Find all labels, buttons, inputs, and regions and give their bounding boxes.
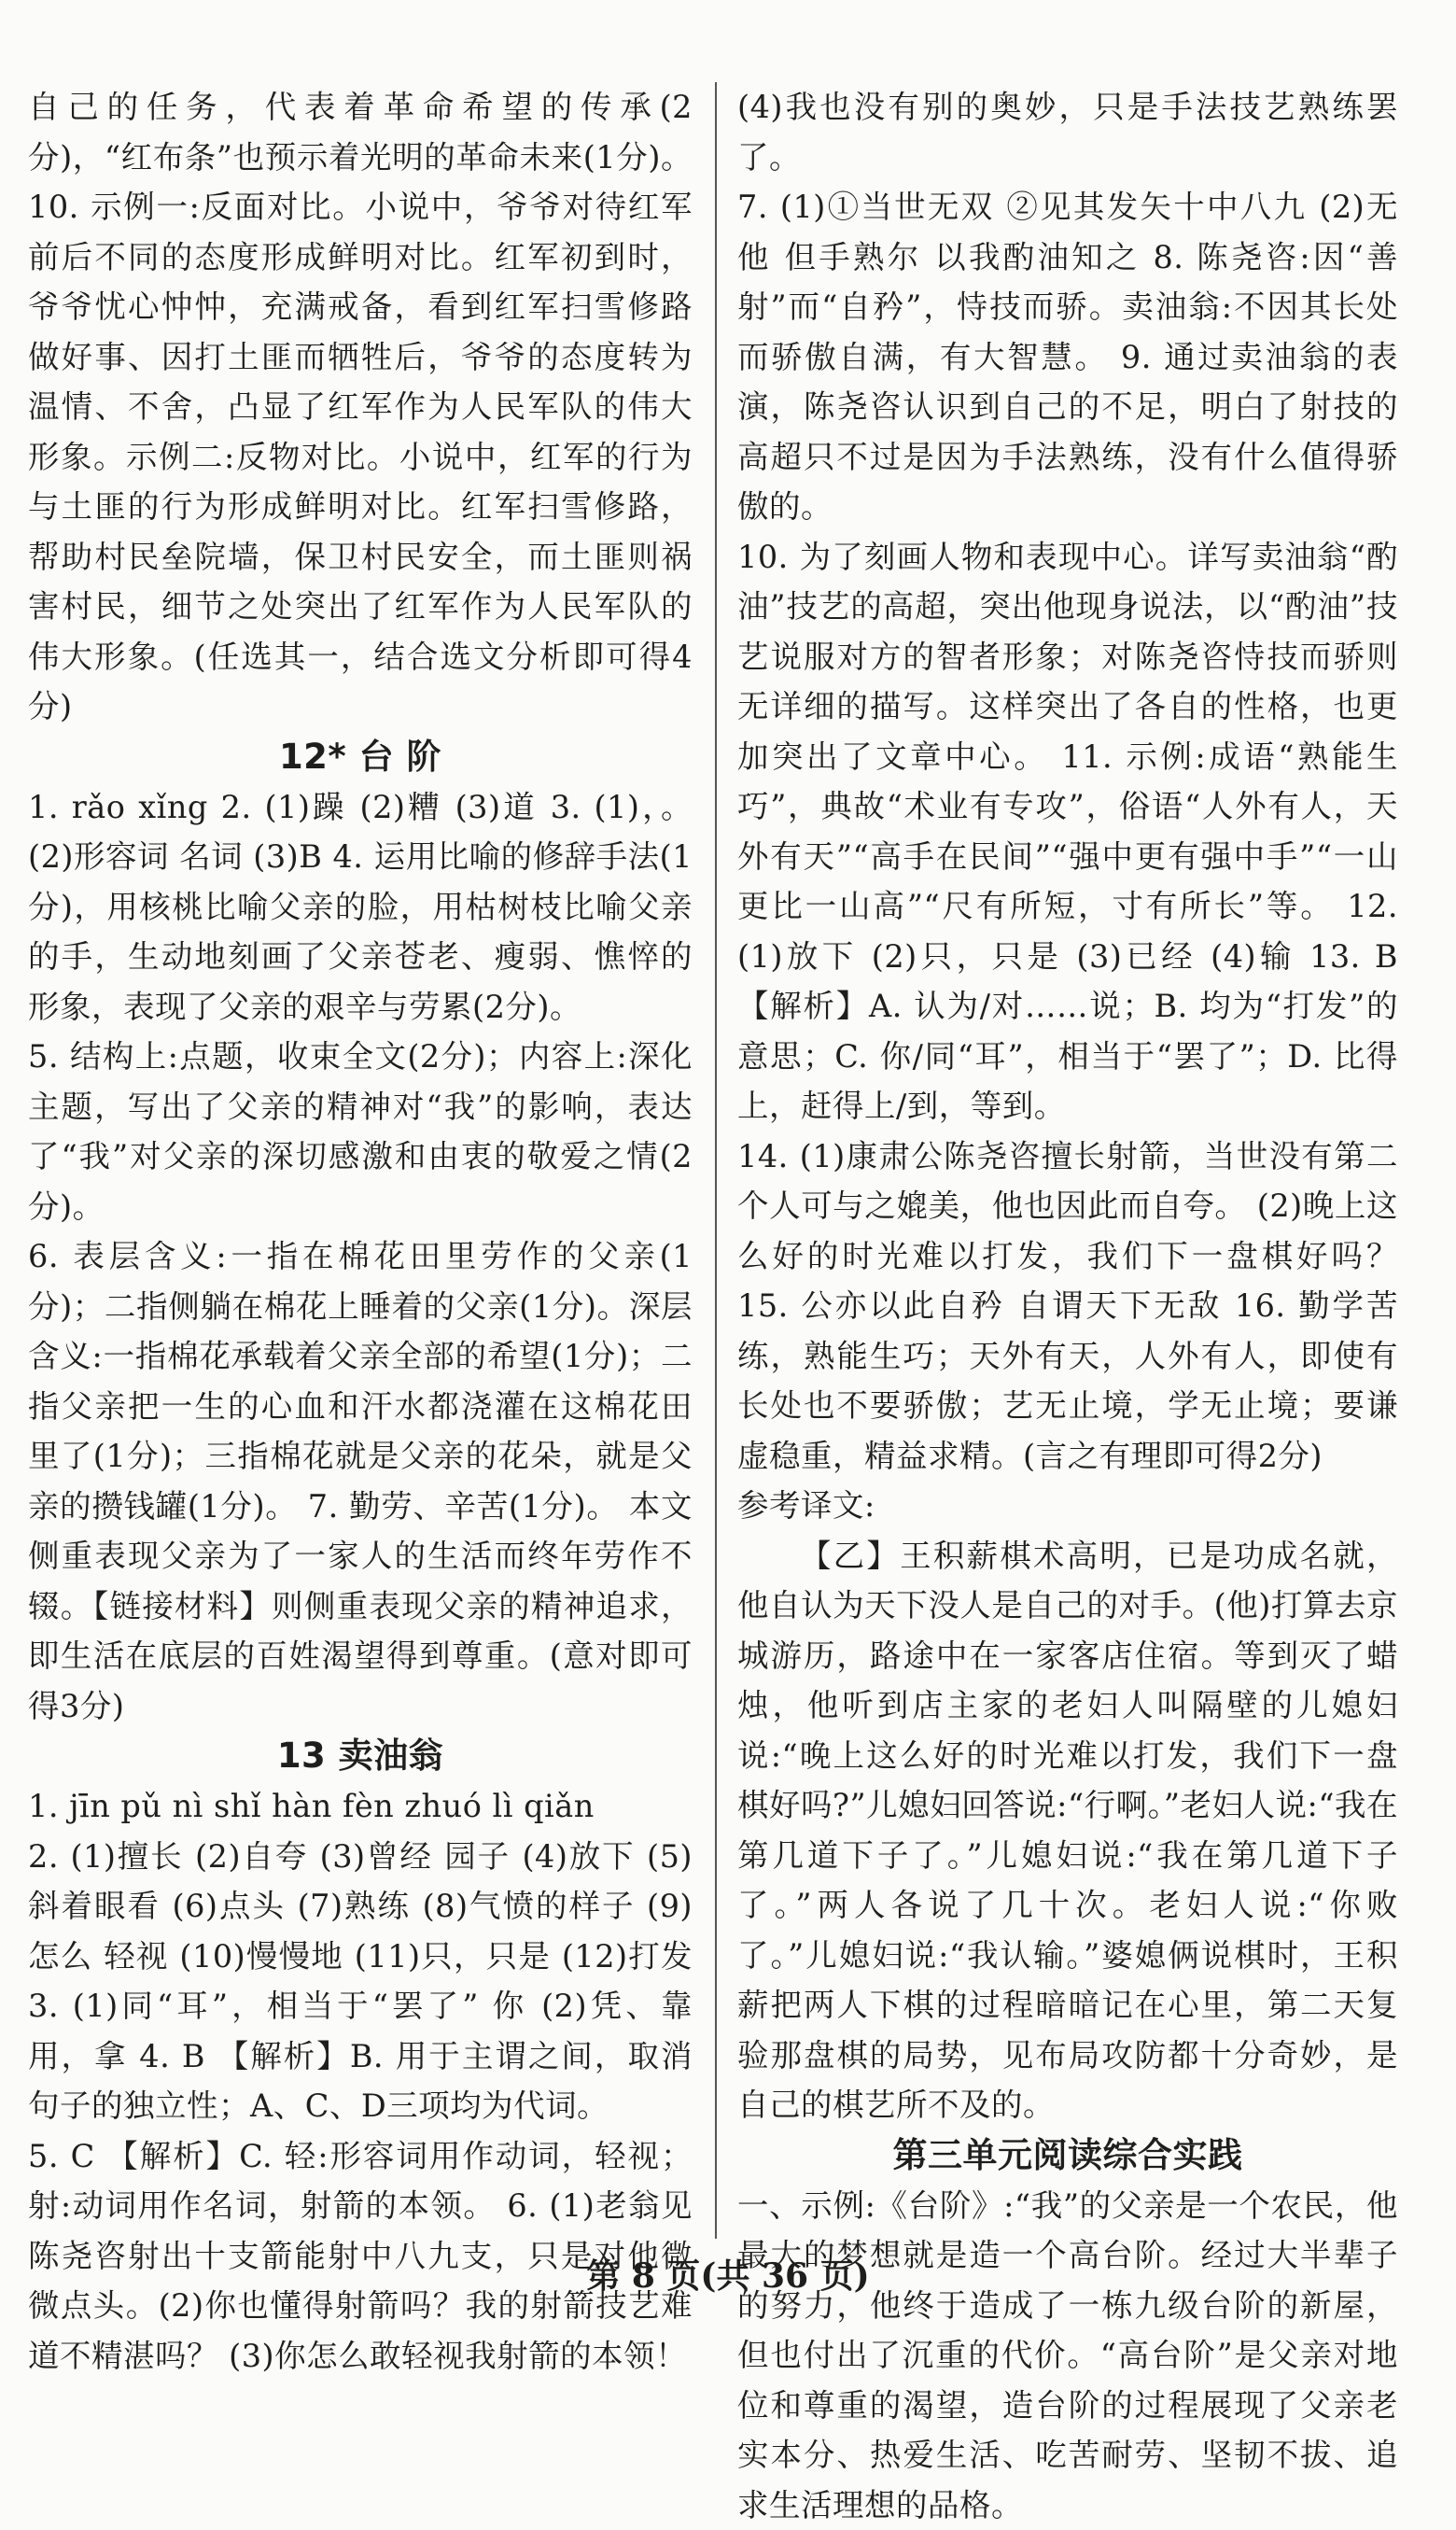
paragraph: 5. 结构上:点题，收束全文(2分)；内容上:深化主题，写出了父亲的精神对“我”的影响，表达了“我”对父亲的深切感激和由衷的敬爱之情(2分)。 <box>28 1032 693 1231</box>
section-heading: 13 卖油翁 <box>28 1731 693 1781</box>
paragraph: 自己的任务，代表着革命希望的传承(2分)，“红布条”也预示着光明的革命未来(1分)。 10. 示例一:反面对比。小说中，爷爷对待红军前后不同的态度形成鲜明对比。红军初到时，爷爷忧心忡忡，充满戒备，看到红军扫雪修路做好事、因打土匪而牺牲后，爷爷的态度转为温情、不舍，凸显了红军作为人民军队的伟大形象。示例二:反物对比。小说中，红军的行为与土匪的行为形成鲜明对比。红军扫雪修路，帮助村民垒院墙，保卫村民安全，而土匪则祸害村民，细节之处突出了红军作为人民军队的伟大形象。(任选其一，结合选文分析即可得4分) <box>28 82 693 732</box>
paragraph: (4)我也没有别的奥妙，只是手法技艺熟练罢了。 <box>737 82 1398 182</box>
paragraph: 6. 表层含义:一指在棉花田里劳作的父亲(1分)；二指侧躺在棉花上睡着的父亲(1分)。深层含义:一指棉花承载着父亲全部的希望(1分)；二指父亲把一生的心血和汗水都浇灌在这棉花田里了(1分)；三指棉花就是父亲的花朵，就是父亲的攒钱罐(1分)。 7. 勤劳、辛苦(1分)。 本文侧重表现父亲为了一家人的生活而终年劳作不辍。【链接材料】则侧重表现父亲的精神追求，即生活在底层的百姓渴望得到尊重。(意对即可得3分) <box>28 1231 693 1731</box>
translation-paragraph: 【乙】王积薪棋术高明，已是功成名就，他自认为天下没人是自己的对手。(他)打算去京城游历，路途中在一家客店住宿。等到灭了蜡烛，他听到店主家的老妇人叫隔壁的儿媳妇说:“晚上这么好的时光难以打发，我们下一盘棋好吗?”儿媳妇回答说:“行啊。”老妇人说:“我在第几道下子了。”儿媳妇说:“我在第几道下子了。”两人各说了几十次。老妇人说:“你败了。”儿媳妇说:“我认输。”婆媳俩说棋时，王积薪把两人下棋的过程暗暗记在心里，第二天复验那盘棋的局势，见布局攻防都十分奇妙，是自己的棋艺所不及的。 <box>737 1531 1398 2130</box>
left-column <box>28 82 693 2381</box>
right-column <box>737 82 1398 2530</box>
page-number: 第 8 页(共 36 页) <box>0 2250 1456 2298</box>
paragraph: 2. (1)擅长 (2)自夸 (3)曾经 园子 (4)放下 (5)斜着眼看 (6)点头 (7)熟练 (8)气愤的样子 (9)怎么 轻视 (10)慢慢地 (11)只，只是 (12)打发 3. (1)同“耳”，相当于“罢了” 你 (2)凭、靠 用，拿 4. B 【解析】B. 用于主谓之间，取消句子的独立性；A、C、D三项均为代词。 <box>28 1832 693 2131</box>
paragraph: 1. jīn pǔ nì shǐ hàn fèn zhuó lì qiǎn <box>28 1781 693 1832</box>
paragraph: 10. 为了刻画人物和表现中心。详写卖油翁“酌油”技艺的高超，突出他现身说法，以“酌油”技艺说服对方的智者形象；对陈尧咨恃技而骄则无详细的描写。这样突出了各自的性格，也更加突出了文章中心。 11. 示例:成语“熟能生巧”，典故“术业有专攻”，俗语“人外有人，天外有天”“高手在民间”“强中更有强中手”“一山更比一山高”“尺有所短，寸有所长”等。 12. (1)放下 (2)只，只是 (3)已经 (4)输 13. B 【解析】A. 认为/对……说；B. 均为“打发”的意思；C. 你/同“耳”，相当于“罢了”；D. 比得上，赶得上/到，等到。 <box>737 532 1398 1131</box>
paragraph: 一、示例:《台阶》:“我”的父亲是一个农民，他最大的梦想就是造一个高台阶。经过大半辈子的努力，他终于造成了一栋九级台阶的新屋，但也付出了沉重的代价。“高台阶”是父亲对地位和尊重的渴望，造台阶的过程展现了父亲老实本分、热爱生活、吃苦耐劳、坚韧不拔、追求生活理想的品格。 <box>737 2181 1398 2530</box>
section-heading: 第三单元阅读综合实践 <box>737 2130 1398 2181</box>
column-divider <box>715 82 717 2239</box>
section-heading: 12* 台 阶 <box>28 732 693 782</box>
paragraph: 参考译文: <box>737 1481 1398 1531</box>
paragraph: 5. C 【解析】C. 轻:形容词用作动词，轻视；射:动词用作名词，射箭的本领。 6. (1)老翁见陈尧咨射出十支箭能射中八九支，只是对他微微点头。(2)你也懂得射箭吗？我的射箭技艺难道不精湛吗？ (3)你怎么敢轻视我射箭的本领！ <box>28 2131 693 2382</box>
paragraph: 7. (1)①当世无双 ②见其发矢十中八九 (2)无他 但手熟尔 以我酌油知之 8. 陈尧咨:因“善射”而“自矜”，恃技而骄。卖油翁:不因其长处而骄傲自满，有大智慧。 9. 通过卖油翁的表演，陈尧咨认识到自己的不足，明白了射技的高超只不过是因为手法熟练，没有什么值得骄傲的。 <box>737 182 1398 532</box>
paragraph: 14. (1)康肃公陈尧咨擅长射箭，当世没有第二个人可与之媲美，他也因此而自夸。 (2)晚上这么好的时光难以打发，我们下一盘棋好吗？ 15. 公亦以此自矜 自谓天下无敌 16. 勤学苦练，熟能生巧；天外有天，人外有人，即使有长处也不要骄傲；艺无止境，学无止境；要谦虚稳重，精益求精。(言之有理即可得2分) <box>737 1131 1398 1482</box>
paragraph: 1. rǎo xǐng 2. (1)躁 (2)糟 (3)道 3. (1)，。 (2)形容词 名词 (3)B 4. 运用比喻的修辞手法(1分)，用核桃比喻父亲的脸，用枯树枝比喻父亲的手，生动地刻画了父亲苍老、瘦弱、憔悴的形象，表现了父亲的艰辛与劳累(2分)。 <box>28 782 693 1033</box>
